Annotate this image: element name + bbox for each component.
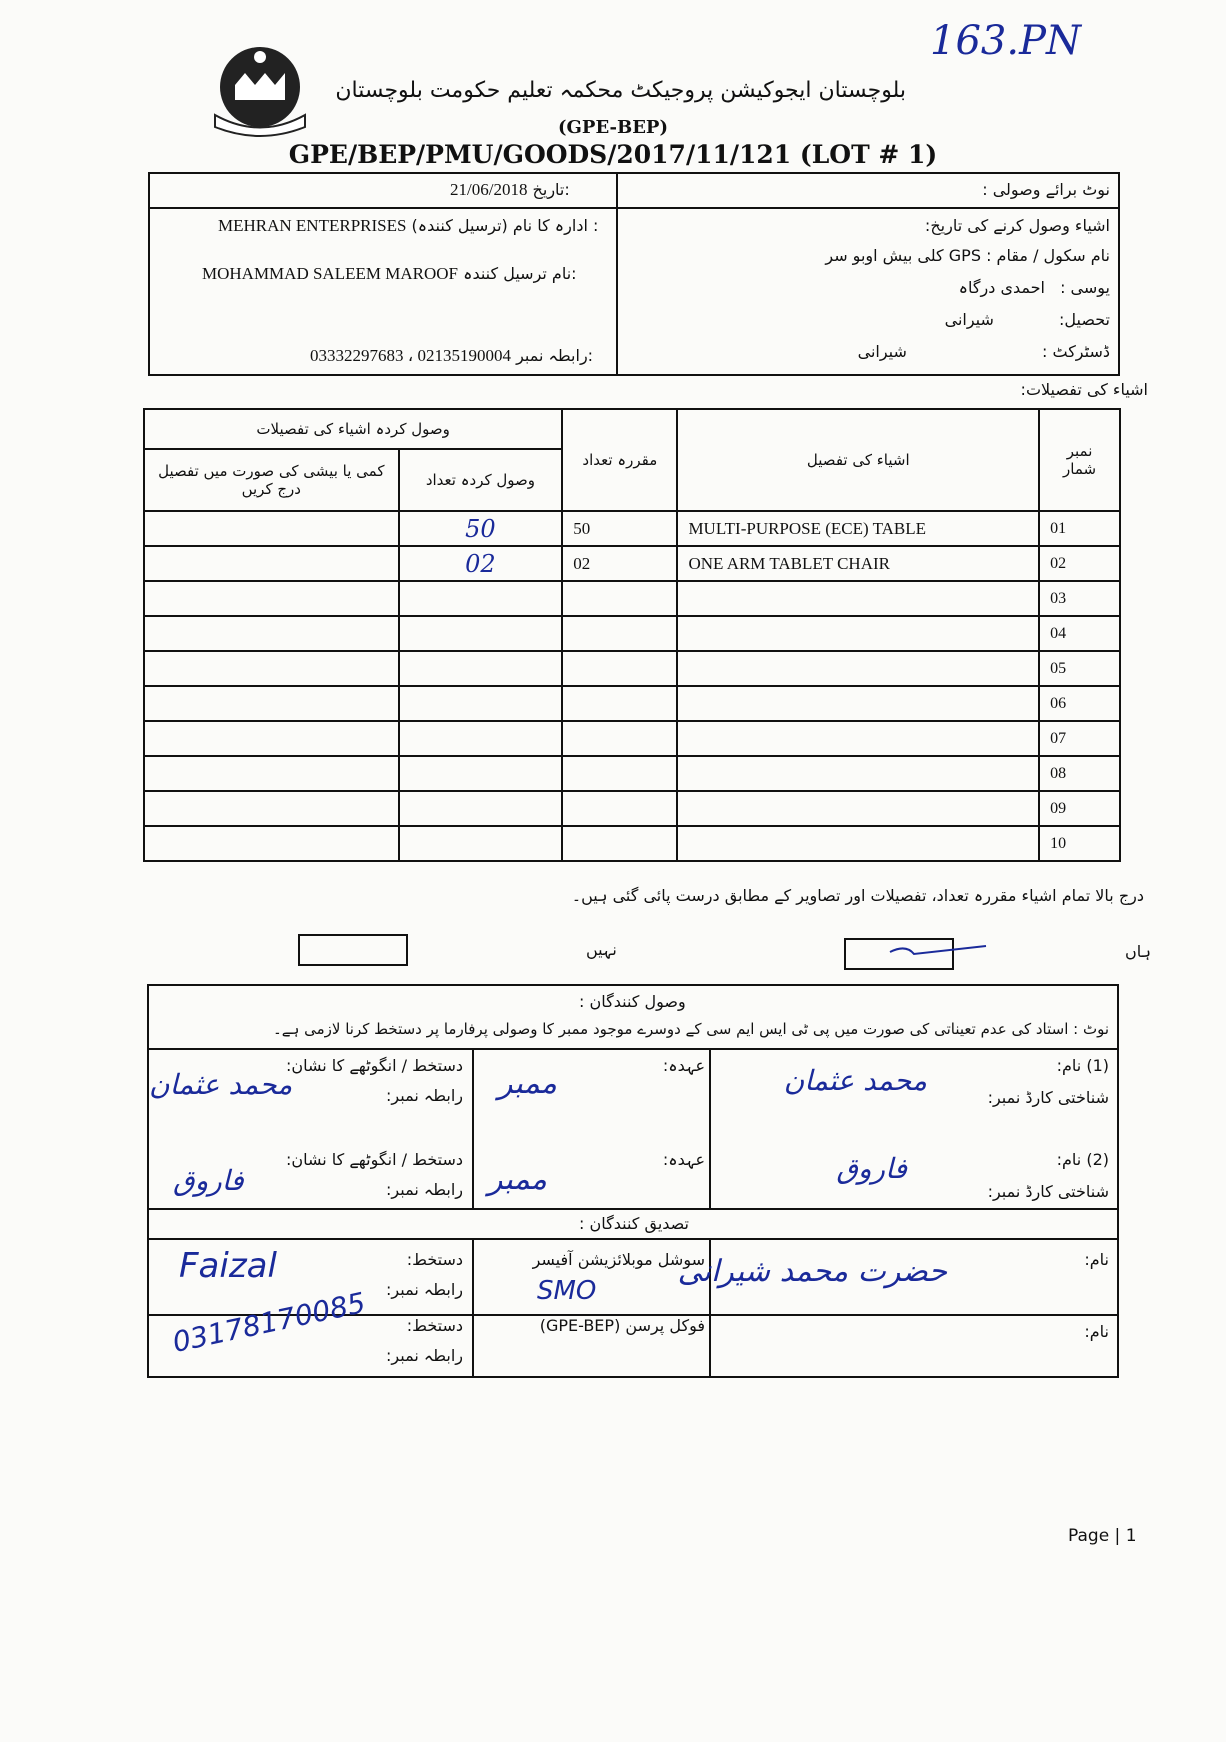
receiver1-designation-handwritten: ممبر bbox=[497, 1066, 557, 1101]
receiver2-contact-label: رابطہ نمبر: bbox=[386, 1180, 463, 1199]
serial-number-cell: 01 bbox=[1039, 511, 1120, 546]
program-abbreviation: (GPE-BEP) bbox=[558, 117, 668, 138]
receiver2-name-label: (2) نام: bbox=[1056, 1150, 1109, 1169]
table-row bbox=[144, 826, 1120, 861]
date-value: 21/06/2018 bbox=[450, 180, 528, 199]
qty-cell bbox=[562, 581, 677, 616]
verifier1-smo-handwritten: SMO bbox=[537, 1276, 597, 1306]
receiver1-designation-label: عہدہ: bbox=[662, 1056, 705, 1075]
page-number: Page | 1 bbox=[1068, 1526, 1137, 1546]
qty-cell bbox=[562, 826, 677, 861]
receivers-verifiers-box bbox=[147, 984, 1119, 1378]
description-cell bbox=[677, 686, 1039, 721]
sender-value: MOHAMMAD SALEEM MAROOF bbox=[202, 264, 458, 283]
uc-label: یوسی : bbox=[1060, 278, 1110, 297]
received-qty-cell bbox=[399, 756, 563, 791]
qty-header: مقررہ تعداد bbox=[562, 409, 677, 511]
verifier1-contact-handwritten: 03178170085 bbox=[169, 1285, 369, 1360]
description-cell bbox=[677, 721, 1039, 756]
table-row bbox=[144, 721, 1120, 756]
qty-cell: 02 bbox=[562, 546, 677, 581]
delivery-info-box bbox=[148, 172, 1120, 376]
description-cell bbox=[677, 581, 1039, 616]
verifier1-name-handwritten: حضرت محمد شیرانی bbox=[677, 1254, 947, 1289]
table-row bbox=[144, 651, 1120, 686]
uc-field bbox=[959, 278, 1110, 297]
contact-label: رابطہ نمبر: bbox=[516, 346, 594, 365]
qty-cell bbox=[562, 616, 677, 651]
handwritten-page-reference: 163.PN bbox=[930, 18, 1081, 64]
receiver2-sign-label: دستخط / انگوٹھے کا نشان: bbox=[285, 1150, 463, 1169]
verifiers-title: تصدیق کنندگان : bbox=[579, 1214, 689, 1233]
table-row bbox=[144, 616, 1120, 651]
note-label: نوٹ برائے وصولی : bbox=[982, 180, 1110, 199]
tehsil-label: تحصیل: bbox=[1059, 310, 1110, 329]
remarks-cell bbox=[144, 546, 399, 581]
district-field bbox=[858, 342, 1110, 361]
contact-value: 03332297683 ، 02135190004 bbox=[310, 346, 511, 365]
receiver1-contact-label: رابطہ نمبر: bbox=[386, 1086, 463, 1105]
receiver1-sign-label: دستخط / انگوٹھے کا نشان: bbox=[285, 1056, 463, 1075]
receiver2-cnic-label: شناختی کارڈ نمبر: bbox=[987, 1182, 1109, 1201]
description-cell: MULTI-PURPOSE (ECE) TABLE bbox=[677, 511, 1039, 546]
received-qty-cell bbox=[399, 791, 563, 826]
verifier2-role: فوکل پرسن (GPE-BEP) bbox=[539, 1316, 705, 1335]
serial-number-header: نمبر شمار bbox=[1039, 409, 1120, 511]
receiver1-cnic-label: شناختی کارڈ نمبر: bbox=[987, 1088, 1109, 1107]
no-checkbox[interactable] bbox=[298, 934, 408, 966]
remarks-cell bbox=[144, 826, 399, 861]
remarks-cell bbox=[144, 686, 399, 721]
organization-value: MEHRAN ENTERPRISES bbox=[218, 216, 407, 235]
description-header: اشیاء کی تفصیل bbox=[677, 409, 1039, 511]
receiver1-name-label: (1) نام: bbox=[1056, 1056, 1109, 1075]
table-row bbox=[144, 546, 1120, 581]
description-cell bbox=[677, 791, 1039, 826]
organization-field bbox=[218, 216, 598, 236]
serial-number-cell: 03 bbox=[1039, 581, 1120, 616]
received-qty-cell bbox=[399, 616, 563, 651]
remarks-cell bbox=[144, 651, 399, 686]
items-section-label: اشیاء کی تفصیلات: bbox=[1020, 380, 1148, 399]
no-label: نہیں bbox=[586, 940, 617, 959]
receive-date-label: اشیاء وصول کرنے کی تاریخ: bbox=[924, 216, 1110, 235]
table-row bbox=[144, 581, 1120, 616]
checkmark-icon bbox=[846, 940, 986, 968]
verifier1-name-label: نام: bbox=[1084, 1250, 1109, 1269]
received-qty-header: وصول کردہ تعداد bbox=[399, 449, 563, 511]
qty-cell bbox=[562, 791, 677, 826]
verifier1-signature: Faizal bbox=[179, 1246, 277, 1286]
receiver2-designation-handwritten: ممبر bbox=[487, 1162, 547, 1197]
description-cell bbox=[677, 756, 1039, 791]
yes-checkbox[interactable] bbox=[844, 938, 954, 970]
receiver2-designation-label: عہدہ: bbox=[662, 1150, 705, 1169]
receiver1-signature: محمد عثمان bbox=[149, 1068, 293, 1101]
received-qty-cell bbox=[399, 651, 563, 686]
tehsil-field bbox=[945, 310, 1110, 329]
remarks-cell bbox=[144, 721, 399, 756]
tehsil-value: شیرانی bbox=[944, 310, 994, 329]
uc-value: احمدی درگاہ bbox=[958, 278, 1045, 297]
items-table bbox=[143, 408, 1121, 862]
description-cell bbox=[677, 616, 1039, 651]
received-qty-cell bbox=[399, 686, 563, 721]
serial-number-cell: 04 bbox=[1039, 616, 1120, 651]
table-row bbox=[144, 756, 1120, 791]
receivers-note: نوٹ : استاد کی عدم تعیناتی کی صورت میں پی ٹی ایس ایم سی کے دوسرے موجود ممبر کا وصولی پرفارما پر دستخط کرنا لازمی ہے۔ bbox=[272, 1020, 1109, 1038]
contact-field bbox=[310, 346, 593, 366]
document-reference-code: GPE/BEP/PMU/GOODS/2017/11/121 (LOT # 1) bbox=[288, 140, 938, 169]
received-group-header: وصول کردہ اشیاء کی تفصیلات bbox=[144, 409, 562, 449]
verifier2-contact-label: رابطہ نمبر: bbox=[386, 1346, 463, 1365]
verifier1-sign-label: دستخط: bbox=[406, 1250, 463, 1269]
serial-number-cell: 07 bbox=[1039, 721, 1120, 756]
receiver1-name-handwritten: محمد عثمان bbox=[783, 1064, 927, 1097]
received-qty-cell: 50 bbox=[399, 511, 563, 546]
table-row bbox=[144, 791, 1120, 826]
remarks-cell bbox=[144, 511, 399, 546]
district-value: شیرانی bbox=[857, 342, 907, 361]
qty-cell: 50 bbox=[562, 511, 677, 546]
table-row bbox=[144, 511, 1120, 546]
serial-number-cell: 06 bbox=[1039, 686, 1120, 721]
verifier2-name-label: نام: bbox=[1084, 1322, 1109, 1341]
remarks-cell bbox=[144, 616, 399, 651]
date-field bbox=[450, 180, 570, 200]
confirmation-statement: درج بالا تمام اشیاء مقررہ تعداد، تفصیلات اور تصاویر کے مطابق درست پائی گئی ہیں۔ bbox=[571, 886, 1144, 905]
remarks-cell bbox=[144, 791, 399, 826]
department-title-urdu: بلوچستان ایجوکیشن پروجیکٹ محکمہ تعلیم حکومت بلوچستان bbox=[335, 78, 906, 103]
received-qty-cell bbox=[399, 826, 563, 861]
qty-cell bbox=[562, 686, 677, 721]
table-row bbox=[144, 686, 1120, 721]
remarks-cell bbox=[144, 581, 399, 616]
description-cell bbox=[677, 826, 1039, 861]
qty-cell bbox=[562, 721, 677, 756]
serial-number-cell: 09 bbox=[1039, 791, 1120, 826]
received-qty-cell bbox=[399, 581, 563, 616]
district-label: ڈسٹرکٹ : bbox=[1042, 342, 1110, 361]
serial-number-cell: 08 bbox=[1039, 756, 1120, 791]
remarks-cell bbox=[144, 756, 399, 791]
serial-number-cell: 10 bbox=[1039, 826, 1120, 861]
description-cell bbox=[677, 651, 1039, 686]
received-qty-cell bbox=[399, 721, 563, 756]
date-label: تاریخ: bbox=[532, 180, 570, 199]
receivers-title: وصول کنندگان : bbox=[579, 992, 686, 1011]
serial-number-cell: 02 bbox=[1039, 546, 1120, 581]
organization-label: ادارہ کا نام (ترسیل کنندہ) : bbox=[411, 216, 599, 235]
receiver2-signature: فاروق bbox=[173, 1164, 244, 1197]
school-label: نام سکول / مقام : bbox=[986, 246, 1110, 265]
sender-label: نام ترسیل کنندہ: bbox=[463, 264, 577, 283]
serial-number-cell: 05 bbox=[1039, 651, 1120, 686]
school-field bbox=[825, 246, 1110, 265]
sender-field bbox=[202, 264, 577, 284]
receiver2-name-handwritten: فاروق bbox=[836, 1152, 907, 1185]
qty-cell bbox=[562, 651, 677, 686]
description-cell: ONE ARM TABLET CHAIR bbox=[677, 546, 1039, 581]
verifier1-contact-label: رابطہ نمبر: bbox=[386, 1280, 463, 1299]
verifier1-role: سوشل موبلائزیشن آفیسر bbox=[532, 1250, 705, 1269]
yes-label: ہاں bbox=[1125, 942, 1151, 961]
school-value: GPS کلی بیش اوبو سر bbox=[825, 246, 981, 265]
qty-cell bbox=[562, 756, 677, 791]
verifier2-sign-label: دستخط: bbox=[406, 1316, 463, 1335]
remarks-header: کمی یا بیشی کی صورت میں تفصیل درج کریں bbox=[144, 449, 399, 511]
received-qty-cell: 02 bbox=[399, 546, 563, 581]
